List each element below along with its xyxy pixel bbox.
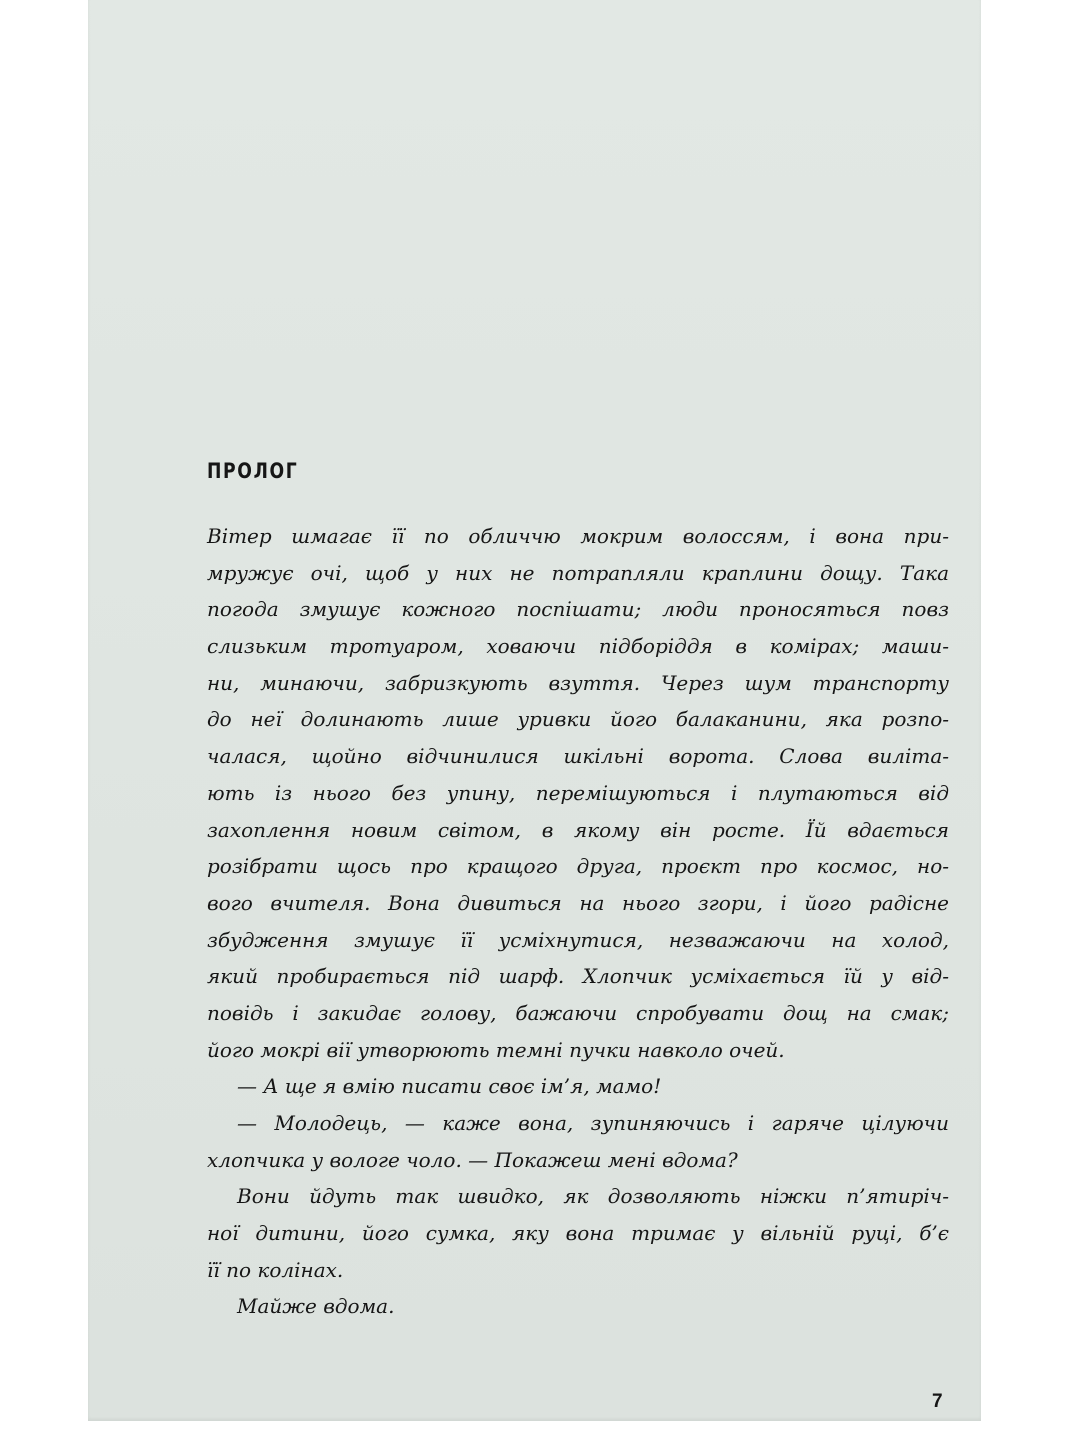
text-line: ної дитини, його сумка, яку вона тримає у вільній руці, б’є [207,1221,949,1246]
body-text [207,518,949,1325]
text-line: вого вчителя. Вона дивиться на нього згори, і його радісне [207,890,949,915]
book-page [88,0,981,1421]
text-line: слизьким тротуаром, ховаючи підборіддя в комірах; маши- [207,634,949,659]
text-line: який пробирається під шарф. Хлопчик усміхається їй у від- [207,964,949,989]
text-line: Вони йдуть так швидко, як дозволяють ніжки п’ятиріч- [237,1184,949,1209]
text-line: до неї долинають лише уривки його балаканини, яка розпо- [207,707,949,732]
text-line: погода змушує кожного поспішати; люди проносяться повз [207,597,949,622]
text-line: мружує очі, щоб у них не потрапляли краплини дощу. Така [207,560,949,585]
text-line: розібрати щось про кращого друга, проєкт про космос, но- [207,854,949,879]
text-line: Майже вдома. [237,1294,395,1319]
text-line: чалася, щойно відчинилися шкільні ворота. Слова виліта- [207,744,949,769]
page-number: 7 [932,1391,943,1412]
text-line: повідь і закидає голову, бажаючи спробувати дощ на смак; [207,1000,949,1025]
dialogue-line: хлопчика у вологе чоло. — Покажеш мені вдома? [207,1147,738,1172]
text-line: ни, минаючи, забризкують взуття. Через шум транспорту [207,670,949,695]
dialogue-line: — Молодець, — каже вона, зупиняючись і гаряче цілуючи [237,1111,949,1135]
text-line: його мокрі вії утворюють темні пучки навколо очей. [207,1037,785,1062]
text-line: Вітер шмагає її по обличчю мокрим волоссям, і вона при- [207,524,949,548]
dialogue-line: — А ще я вмію писати своє ім’я, мамо! [237,1074,662,1099]
text-line: збудження змушує її усміхнутися, незважаючи на холод, [207,927,949,952]
chapter-title: ПРОЛОГ [207,459,299,483]
text-line: ють із нього без упину, перемішуються і плутаються від [207,780,949,805]
text-line: її по колінах. [207,1257,344,1282]
text-line: захоплення новим світом, в якому він росте. Їй вдається [207,817,949,842]
